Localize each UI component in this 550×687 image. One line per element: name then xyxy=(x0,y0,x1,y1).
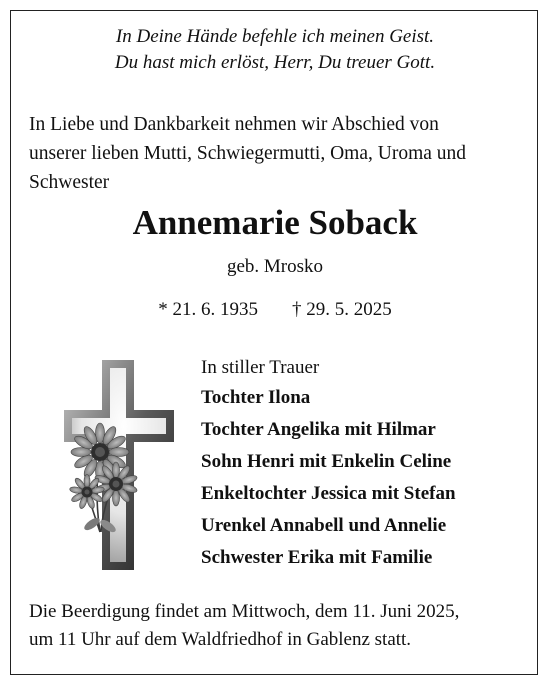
deceased-name: Annemarie Soback xyxy=(132,203,418,242)
mourner-name: Tochter Angelika mit Hilmar xyxy=(201,419,436,440)
mourners-block xyxy=(201,354,531,574)
birth-date: * 21. 6. 1935 xyxy=(158,299,258,320)
funeral-line: Die Beerdigung findet am Mittwoch, dem 11. Juni 2025, xyxy=(29,601,460,622)
intro-text xyxy=(29,110,523,197)
cross-with-sunflowers-icon xyxy=(60,356,178,574)
funeral-line: um 11 Uhr auf dem Waldfriedhof in Gablenz statt. xyxy=(29,629,412,650)
verse-line: Du hast mich erlöst, Herr, Du treuer Gott. xyxy=(114,52,436,73)
intro-line: Schwester xyxy=(29,172,110,193)
mourner-name: Enkeltochter Jessica mit Stefan xyxy=(201,483,456,504)
intro-line: unserer lieben Mutti, Schwiegermutti, Oma, Uroma und xyxy=(29,143,467,164)
intro-line: In Liebe und Dankbarkeit nehmen wir Abschied von xyxy=(29,114,439,135)
maiden-name: geb. Mrosko xyxy=(226,256,324,277)
verse-line: In Deine Hände befehle ich meinen Geist. xyxy=(115,26,435,47)
mourner-name: Sohn Henri mit Enkelin Celine xyxy=(201,451,452,472)
mourner-name: Tochter Ilona xyxy=(201,387,311,408)
mourner-name: Schwester Erika mit Familie xyxy=(201,547,433,568)
mourner-name: Urenkel Annabell und Annelie xyxy=(201,515,447,536)
mourners-lead: In stiller Trauer xyxy=(201,357,320,378)
funeral-details xyxy=(29,598,529,654)
bible-verse xyxy=(0,24,550,76)
life-dates xyxy=(0,297,550,323)
death-date: † 29. 5. 2025 xyxy=(292,299,392,320)
